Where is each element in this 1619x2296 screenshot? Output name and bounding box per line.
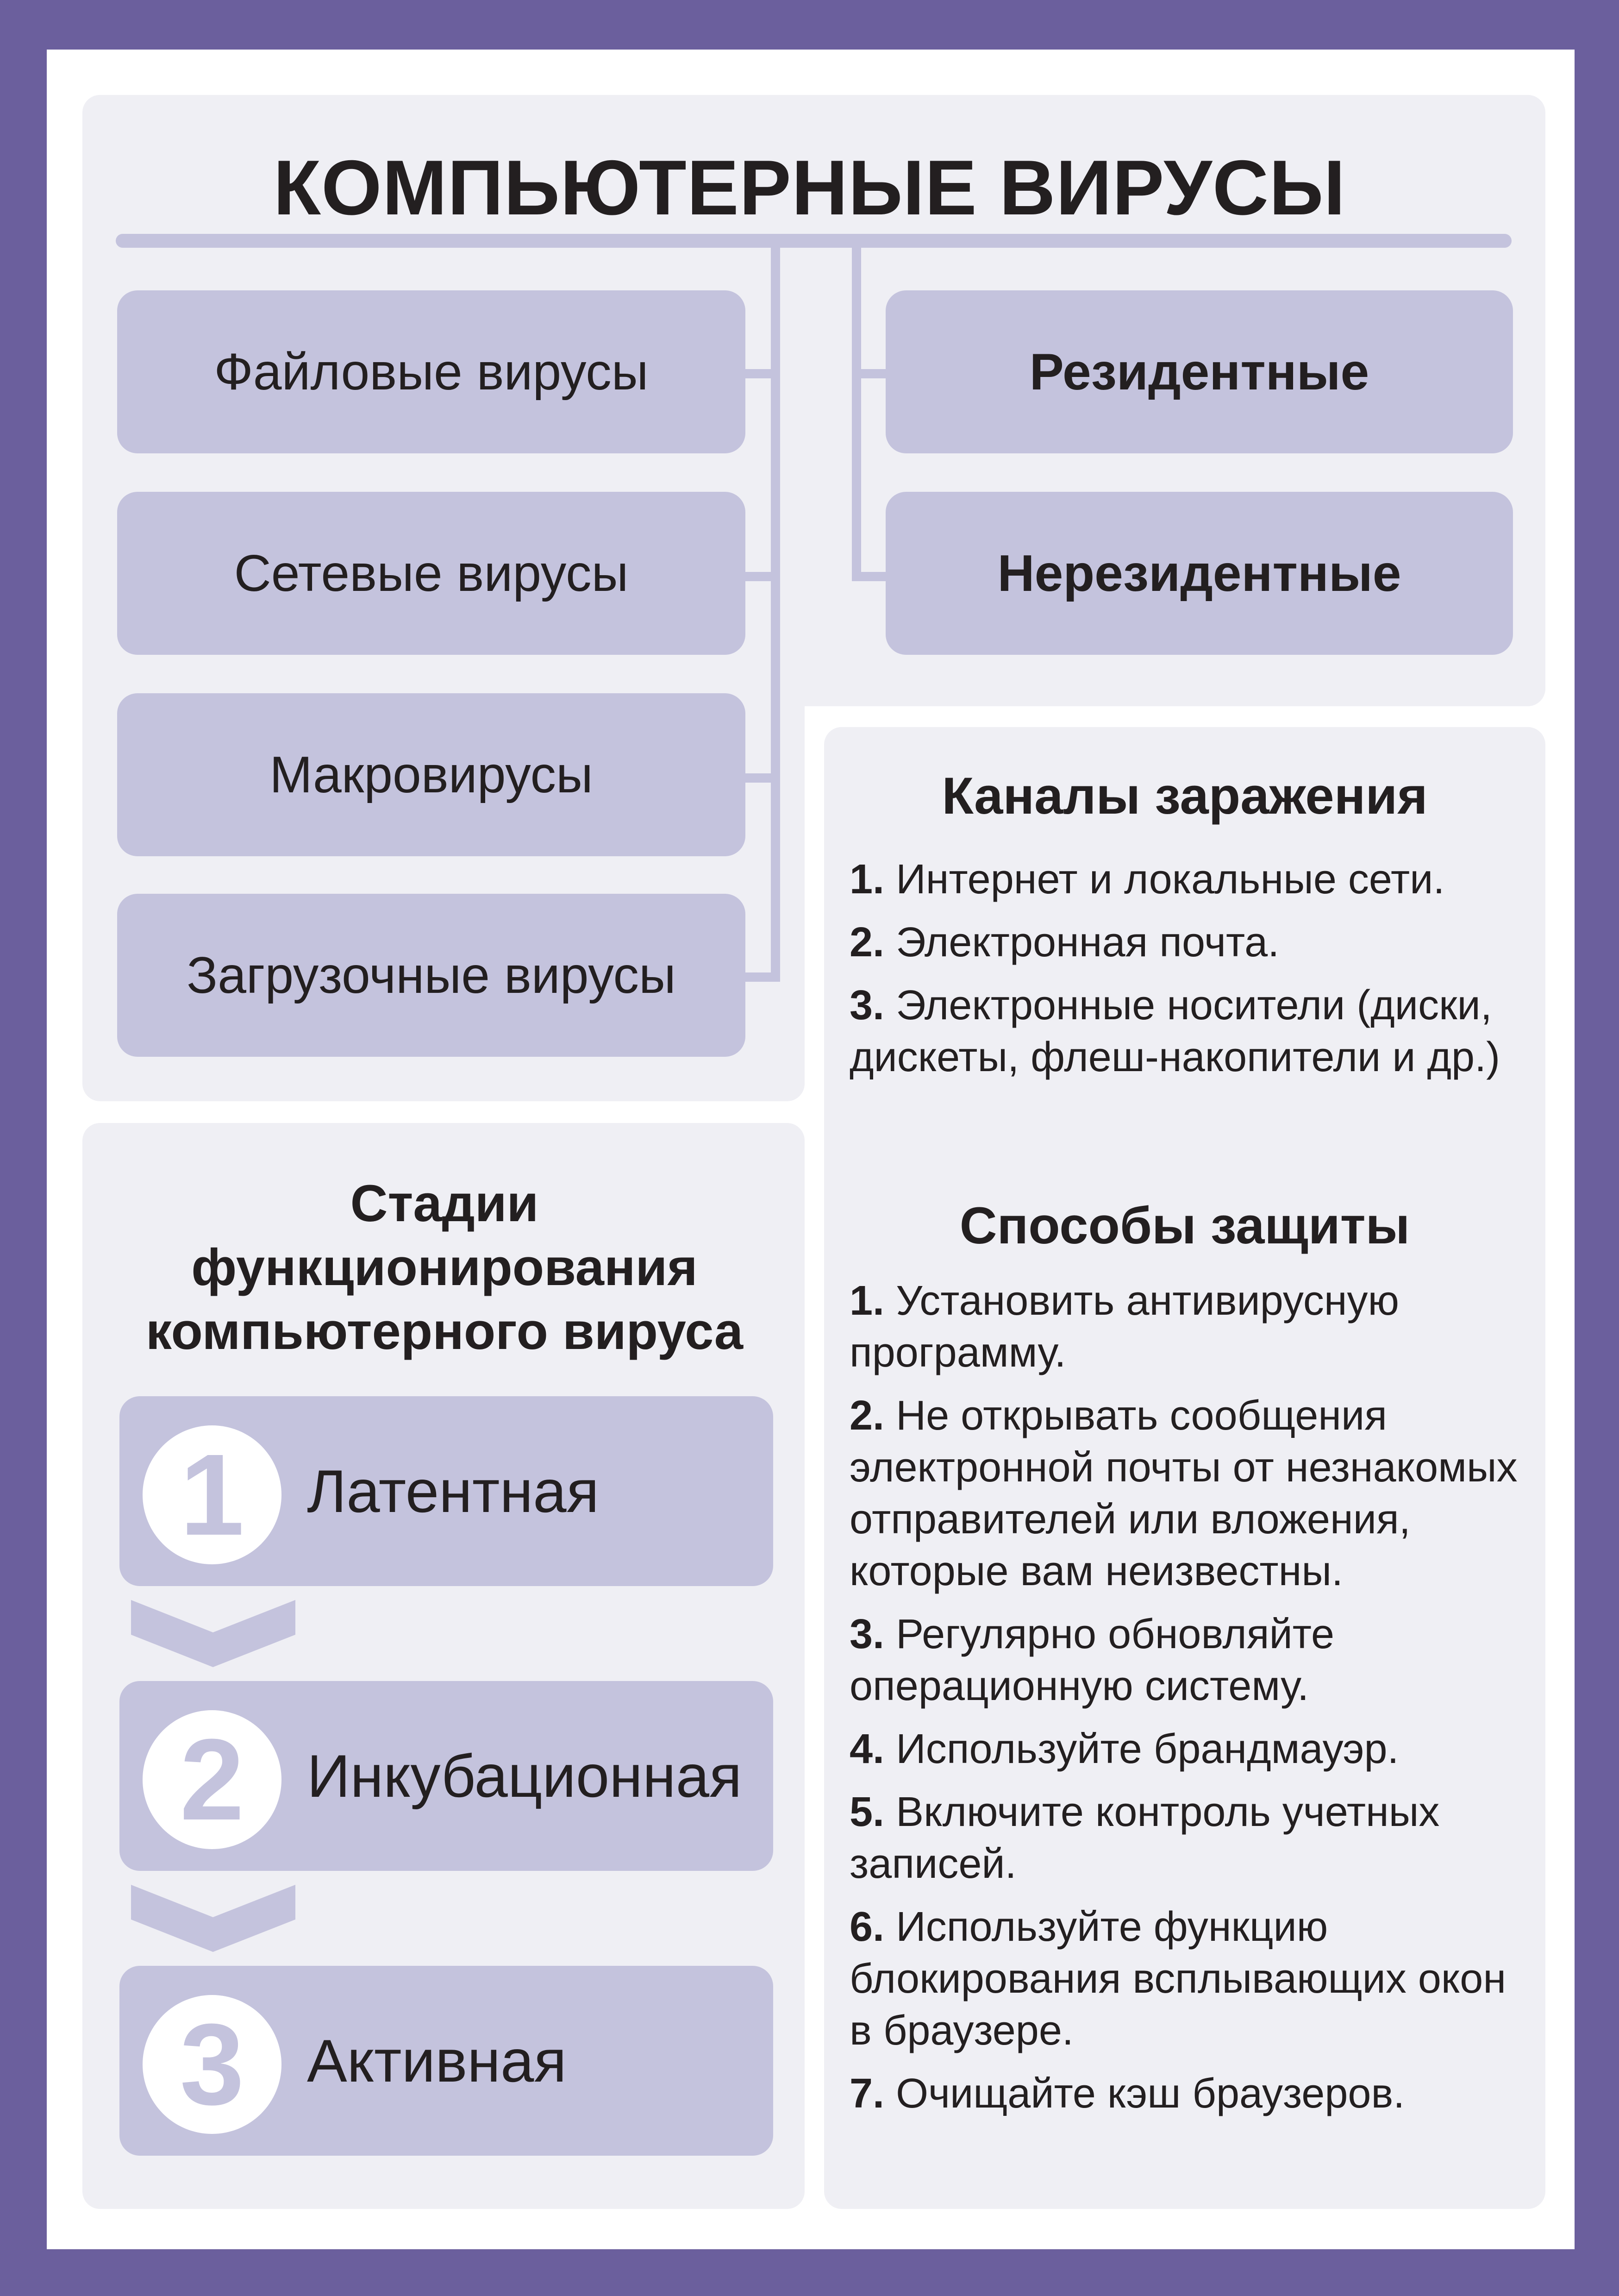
chevron-down-icon [131,1600,295,1674]
item-text: Интернет и локальные сети. [896,856,1445,903]
branch-2 [745,572,780,581]
stage-2 [119,1681,773,1871]
type-label: Макровирусы [269,746,593,803]
type-box-network [117,492,745,655]
item-number: 2. [850,919,885,966]
stage-number: 1 [143,1425,281,1564]
left-connector [771,241,780,977]
item-number: 5. [850,1789,885,1835]
item-number: 7. [850,2070,885,2117]
type-label: Сетевые вирусы [234,545,629,602]
list-item [850,1275,1521,1379]
stage-label: Латентная [307,1457,599,1525]
stage-1 [119,1396,773,1586]
item-number: 6. [850,1904,885,1950]
item-number: 1. [850,1278,885,1324]
stage-number: 3 [143,1995,281,2134]
stages-heading: Стадии функционирования компьютерного вируса [145,1174,744,1360]
item-number: 3. [850,982,885,1029]
item-text: Регулярно обновляйте операционную систему. [850,1611,1335,1709]
protection-list [850,1275,1521,2131]
item-text: Электронные носители (диски, дискеты, флеш-накопители и др.) [850,982,1500,1080]
channels-list [850,853,1521,1094]
branch-3 [745,773,780,783]
type-box-boot [117,894,745,1057]
stage-number: 2 [143,1710,281,1849]
list-item [850,1723,1521,1775]
item-text: Установить антивирусную программу. [850,1278,1400,1376]
residency-label: Резидентные [1029,343,1369,401]
list-item [850,2068,1521,2120]
chevron-down-icon [131,1885,295,1959]
item-text: Включите контроль учетных записей. [850,1789,1440,1887]
stage-label: Инкубационная [307,1742,742,1810]
item-text: Используйте функцию блокирования всплывающих окон в браузере. [850,1904,1506,2054]
item-text: Используйте брандмауэр. [896,1726,1399,1772]
residency-box-nonresident [886,492,1513,655]
list-item [850,1786,1521,1890]
item-number: 2. [850,1393,885,1439]
residency-label: Нерезидентные [997,545,1401,602]
list-item [850,1901,1521,2057]
residency-box-resident [886,290,1513,453]
item-number: 1. [850,856,885,903]
list-item [850,853,1521,905]
list-item [850,916,1521,968]
type-label: Загрузочные вирусы [187,947,676,1004]
list-item [850,1390,1521,1597]
stage-3 [119,1966,773,2156]
list-item [850,1608,1521,1712]
item-number: 3. [850,1611,885,1657]
page-title: КОМПЬЮТЕРНЫЕ ВИРУСЫ [273,144,1346,231]
item-text: Очищайте кэш браузеров. [896,2070,1405,2117]
title-rule [116,234,1512,248]
item-text: Не открывать сообщения электронной почты от незнакомых отправителей или вложения, которые вам неизвестны. [850,1393,1518,1594]
type-box-file [117,290,745,453]
type-label: Файловые вирусы [214,343,649,401]
type-box-macro [117,693,745,856]
branch-1 [745,369,780,378]
protection-heading: Способы защиты [959,1197,1410,1255]
stage-label: Активная [307,2027,567,2095]
branch-4 [745,972,780,982]
right-connector [852,241,861,579]
branch-r2 [852,572,887,581]
list-item [850,979,1521,1083]
item-text: Электронная почта. [896,919,1280,966]
branch-r1 [852,369,887,378]
channels-heading: Каналы заражения [942,767,1428,825]
item-number: 4. [850,1726,885,1772]
